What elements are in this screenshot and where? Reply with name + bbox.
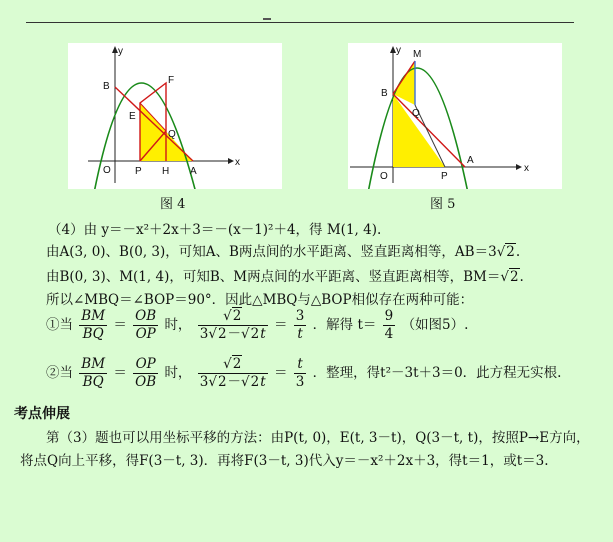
label-x: x <box>524 163 529 174</box>
denominator: OB <box>135 374 157 390</box>
label-q: Q <box>412 108 420 119</box>
bm-radicand: 2 <box>509 269 519 285</box>
label-e: E <box>129 111 136 122</box>
ab-end: . <box>515 244 521 260</box>
case-2-when: 时， <box>164 365 192 381</box>
label-b: B <box>103 81 110 92</box>
top-mark <box>263 18 271 20</box>
radicand: 2 <box>232 308 242 324</box>
extension-paragraph-1: 第（3）题也可以用坐标平移的方法：由P(t, 0)，E(t, 3－t)，Q(3－t, t)，按照P→E方向， <box>46 430 590 446</box>
equals: ＝ <box>113 365 127 381</box>
solution-step-4: （4）由 y＝－x²＋2x＋3＝－(x－1)²＋4，得 M(1, 4). <box>48 222 382 238</box>
figure-4-diagram <box>68 43 282 189</box>
ab-radicand: 2 <box>506 244 515 260</box>
numerator: BM <box>81 308 106 324</box>
case-2-prefix: ②当 <box>46 365 73 381</box>
bm-text: 由B(0, 3)、M(1, 4)，可知B、M两点间的水平距离、竖直距离相等，BM＝ <box>46 269 501 285</box>
radicand: 2 <box>250 374 260 390</box>
case-2-solve: ．整理，得t²－3t＋3＝0．此方程无实根. <box>312 365 562 381</box>
denominator: t <box>297 326 303 342</box>
ab-text: 由A(3, 0)、B(0, 3)，可知A、B两点间的水平距离、竖直距离相等，AB＝3 <box>46 244 497 260</box>
section-heading: 考点伸展 <box>14 406 70 422</box>
numerator: 3 <box>295 308 305 324</box>
denominator: 3√2－√2t <box>199 374 266 390</box>
numerator: √2 <box>198 356 268 374</box>
bm-end: . <box>519 269 524 285</box>
denominator: BQ <box>82 374 104 390</box>
fraction-bm-bq <box>79 308 107 343</box>
denominator: 3√2－√2t <box>199 326 266 342</box>
fraction-bm-bq <box>79 356 107 391</box>
minus: － <box>227 374 242 390</box>
label-p: P <box>135 166 142 177</box>
coef: 3 <box>199 374 209 390</box>
label-a: A <box>190 166 197 177</box>
fraction-t-3 <box>294 356 307 391</box>
fraction-root <box>198 356 268 391</box>
case-1-when: 时， <box>164 317 192 333</box>
label-m: M <box>413 49 422 60</box>
var-t: t <box>260 326 266 342</box>
equals: ＝ <box>113 317 127 333</box>
minus: － <box>227 326 242 342</box>
ab-distance-line: 由A(3, 0)、B(0, 3)，可知A、B两点间的水平距离、竖直距离相等，AB＝3√2. <box>46 244 521 260</box>
radicand: 2 <box>217 326 227 342</box>
radicand: 2 <box>250 326 260 342</box>
case-1-prefix: ①当 <box>46 317 73 333</box>
figure-5-caption: 图 5 <box>430 197 456 212</box>
figure-4-caption: 图 4 <box>160 197 186 212</box>
label-p: P <box>441 171 448 182</box>
var-t: t <box>260 374 266 390</box>
denominator: BQ <box>82 326 104 342</box>
numerator: √2 <box>198 308 268 326</box>
label-q: Q <box>168 129 176 140</box>
fraction-ob-op <box>133 308 158 343</box>
x-axis-arrow <box>228 158 234 164</box>
numerator: OP <box>133 356 158 374</box>
radicand: 2 <box>217 374 227 390</box>
label-o: O <box>103 165 111 176</box>
label-a: A <box>467 155 474 166</box>
numerator: t <box>294 356 307 374</box>
label-o: O <box>380 171 388 182</box>
angle-line: 所以∠MBQ＝∠BOP＝90°．因此△MBQ与△BOP相似存在两种可能： <box>46 292 474 308</box>
case-1-solve: ．解得 t＝ <box>312 317 377 333</box>
triangle-bop <box>393 94 445 167</box>
denominator: 3 <box>295 374 305 390</box>
triangle-mbq <box>393 61 415 105</box>
x-axis-arrow <box>516 164 522 170</box>
label-x: x <box>235 157 240 168</box>
equals: ＝ <box>273 365 288 381</box>
fraction-op-ob <box>133 356 158 391</box>
case-1-equation <box>46 308 468 343</box>
top-rule <box>26 22 574 23</box>
numerator: OB <box>135 308 157 324</box>
fraction-9-4 <box>383 308 396 343</box>
bm-distance-line: 由B(0, 3)、M(1, 4)，可知B、M两点间的水平距离、竖直距离相等，BM＝√2. <box>46 269 524 285</box>
figure-5 <box>348 43 562 189</box>
case-1-end: （如图5）. <box>401 317 469 333</box>
label-y: y <box>396 45 401 56</box>
label-y: y <box>118 46 123 57</box>
label-h: H <box>162 166 170 177</box>
label-f: F <box>168 75 175 86</box>
extension-paragraph-2: 将点Q向上平移，得F(3－t, 3)．再将F(3－t, 3)代入y＝－x²＋2x＋3，得t＝1，或t＝3. <box>20 453 549 469</box>
numerator: BM <box>81 356 106 372</box>
figure-5-diagram <box>348 43 562 189</box>
denominator: 4 <box>384 326 394 342</box>
denominator: OP <box>135 326 156 342</box>
coef: 3 <box>199 326 209 342</box>
case-2-equation <box>46 356 561 391</box>
fraction-root <box>198 308 268 343</box>
numerator: 9 <box>384 308 394 324</box>
figure-4 <box>68 43 282 189</box>
equals: ＝ <box>273 317 288 333</box>
fraction-3-t <box>294 308 307 343</box>
label-b: B <box>381 88 388 99</box>
radicand: 2 <box>232 356 242 372</box>
